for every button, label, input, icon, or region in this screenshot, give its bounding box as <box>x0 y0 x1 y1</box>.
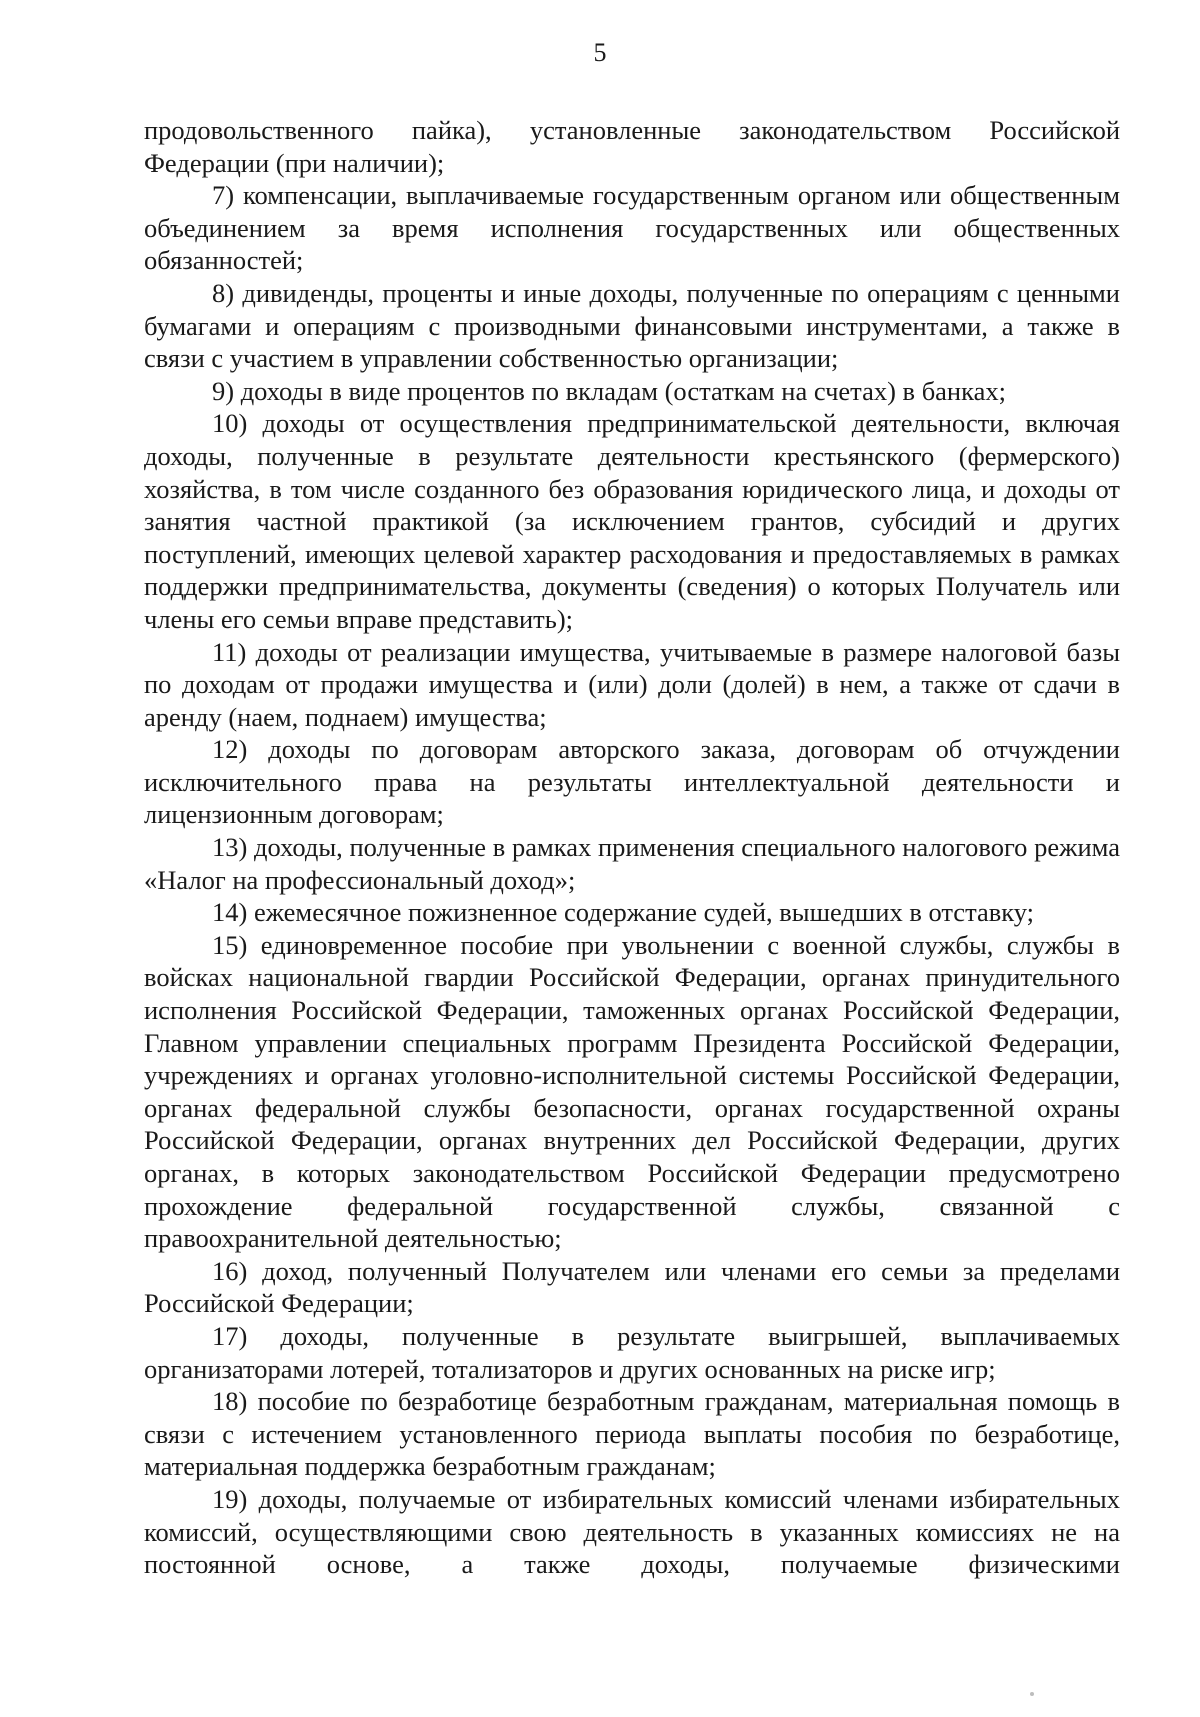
list-item-11: 11) доходы от реализации имущества, учитываемые в размере налоговой базы по доходам от продажи имущества и (или) доли (долей) в нем, а также от сдачи в аренду (наем, поднаем) имущества; <box>144 636 1120 732</box>
list-item-8: 8) дивиденды, проценты и иные доходы, полученные по операциям с ценными бумагами и операциям с производными финансовыми инструментами, а также в связи с участием в управлении собственностью организации; <box>144 277 1120 374</box>
list-item-15: 15) единовременное пособие при увольнении с военной службы, службы в войсках национальной гвардии Российской Федерации, органах принудительного исполнения Российской Федерации, таможенных органах Российской Федерации, Главном управлении специальных программ Президента Российской Федерации, учреждениях и органах уголовно-исполнительной системы Российской Федерации, органах федеральной службы безопасности, органах государственной охраны Российской Федерации, органах внутренних дел Российской Федерации, других органах, в которых законодательством Российской Федерации предусмотрено прохождение федеральной государственной службы, связанной с правоохранительной деятельностью; <box>144 929 1120 1254</box>
list-item-14: 14) ежемесячное пожизненное содержание судей, вышедших в отставку; <box>212 897 1035 928</box>
paragraph-continuation: продовольственного пайка), установленные законодательством Российской Федерации (при наличии); <box>144 115 1120 178</box>
list-item-16: 16) доход, полученный Получателем или членами его семьи за пределами Российской Федерации; <box>144 1255 1120 1319</box>
document-body <box>144 114 1120 1581</box>
list-item-12: 12) доходы по договорам авторского заказа, договорам об отчуждении исключительного права на результаты интеллектуальной деятельности и лицензионным договорам; <box>144 734 1120 830</box>
list-item-9: 9) доходы в виде процентов по вкладам (остаткам на счетах) в банках; <box>212 375 1006 406</box>
scan-artifact-dot <box>1030 1692 1034 1696</box>
page-number: 5 <box>593 38 607 67</box>
list-item-17: 17) доходы, полученные в результате выигрышей, выплачиваемых организаторами лотерей, тотализаторов и других основанных на риске игр; <box>144 1320 1120 1384</box>
list-item-13: 13) доходы, полученные в рамках применения специального налогового режима «Налог на профессиональный доход»; <box>144 832 1120 895</box>
list-item-19: 19) доходы, получаемые от избирательных комиссий членами избирательных комиссий, осуществляющими свою деятельность в указанных комиссиях не на постоянной основе, а также доходы, получаемые физическими <box>144 1483 1120 1580</box>
list-item-10: 10) доходы от осуществления предпринимательской деятельности, включая доходы, полученные в результате деятельности крестьянского (фермерского) хозяйства, в том числе созданного без образования юридического лица, и доходы от занятия частной практикой (за исключением грантов, субсидий и других поступлений, имеющих целевой характер расходования и предоставляемых в рамках поддержки предпринимательства, документы (сведения) о которых Получатель или члены его семьи вправе представить); <box>144 408 1120 634</box>
list-item-18: 18) пособие по безработице безработным гражданам, материальная помощь в связи с истечением установленного периода выплаты пособия по безработице, материальная поддержка безработным гражданам; <box>144 1386 1120 1482</box>
list-item-7: 7) компенсации, выплачиваемые государственным органом или общественным объединением за время исполнения государственных или общественных обязанностей; <box>144 180 1120 276</box>
